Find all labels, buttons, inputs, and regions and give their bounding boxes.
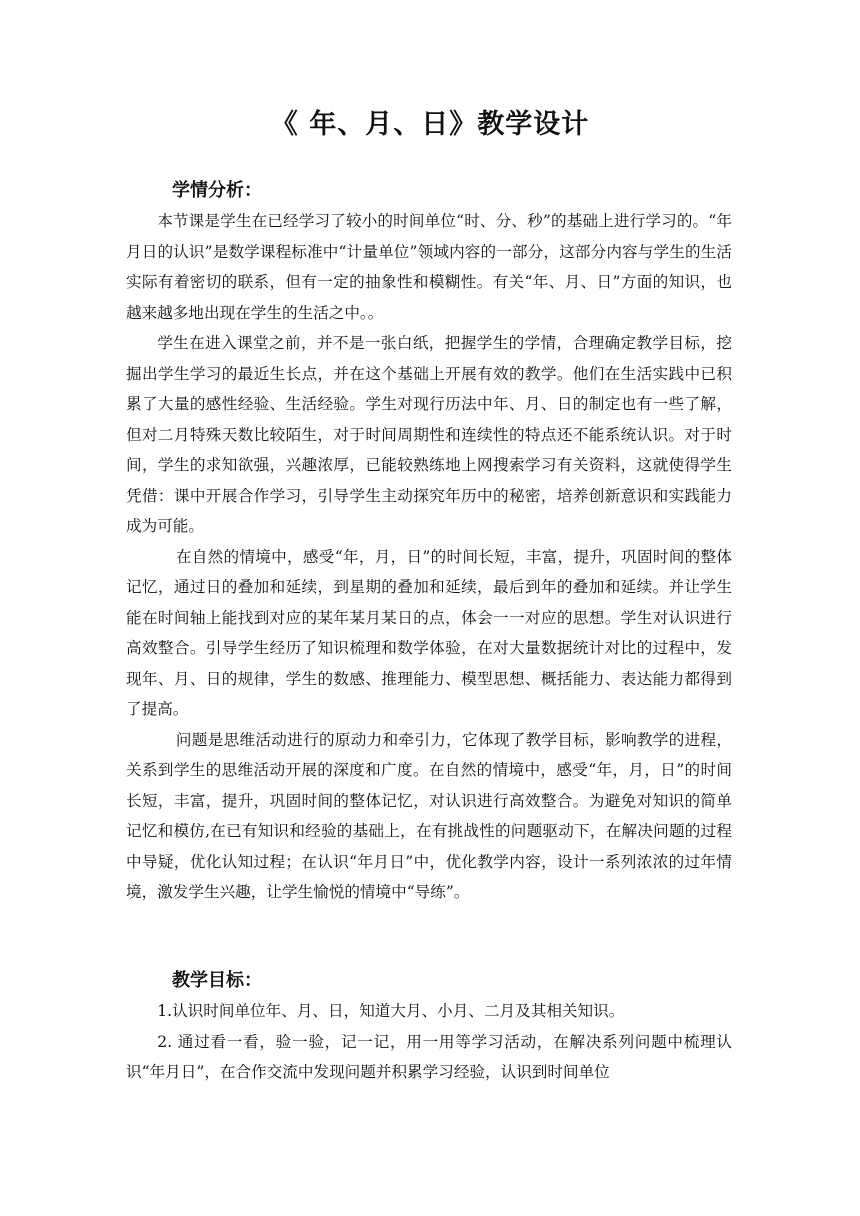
paragraph: 本节课是学生在已经学习了较小的时间单位“时、分、秒”的基础上进行学习的。“年月日的认识”是数学课程标准中“计量单位”领域内容的一部分，这部分内容与学生的生活实际有着密切的联系，但有一定的抽象性和模糊性。有关“年、月、日”方面的知识，也越来越多地出现在学生的生活之中。。 <box>126 212 732 322</box>
paragraph: 在自然的情境中，感受“年，月，日”的时间长短，丰富，提升，巩固时间的整体记忆，通过日的叠加和延续，到星期的叠加和延续，最后到年的叠加和延续。并让学生能在时间轴上能找到对应的某年某月某日的点，体会一一对应的思想。学生对认识进行高效整合。引导学生经历了知识梳理和数学体验，在对大量数据统计对比的过程中，发现年、月、日的规律，学生的数感、推理能力、模型思想、概括能力、表达能力都得到了提高。 <box>126 547 732 718</box>
section-heading-analysis: 学情分析： <box>172 180 262 201</box>
document-title: 《 年、月、日》教学设计 <box>270 109 590 140</box>
goal-item: 1.认识时间单位年、月、日，知道大月、小月、二月及其相关知识。 <box>157 1002 625 1020</box>
goals-body <box>126 996 732 1088</box>
paragraph: 问题是思维活动进行的原动力和牵引力，它体现了教学目标，影响教学的进程，关系到学生的思维活动开展的深度和广度。在自然的情境中，感受“年，月，日”的时间长短，丰富，提升，巩固时间的整体记忆，对认识进行高效整合。为避免对知识的简单记忆和模仿,在已有知识和经验的基础上，在有挑战性的问题驱动下，在解决问题的过程中导疑，优化认知过程；在认识“年月日”中，优化教学内容，设计一系列浓浓的过年情境，激发学生兴趣，让学生愉悦的情境中“导练”。 <box>126 730 732 901</box>
analysis-body <box>126 206 732 908</box>
goal-item: 2. 通过看一看，验一验，记一记，用一用等学习活动，在解决系列问题中梳理认识“年月日”，在合作交流中发现问题并积累学习经验，认识到时间单位 <box>126 1032 732 1081</box>
section-heading-goals: 教学目标： <box>172 970 262 991</box>
paragraph: 学生在进入课堂之前，并不是一张白纸，把握学生的学情，合理确定教学目标，挖掘出学生学习的最近生长点，并在这个基础上开展有效的教学。他们在生活实践中已积累了大量的感性经验、生活经验。学生对现行历法中年、月、日的制定也有一些了解，但对二月特殊天数比较陌生，对于时间周期性和连续性的特点还不能系统认识。对于时间，学生的求知欲强，兴趣浓厚，已能较熟练地上网搜索学习有关资料，这就使得学生凭借：课中开展合作学习，引导学生主动探究年历中的秘密，培养创新意识和实践能力成为可能。 <box>126 334 732 535</box>
